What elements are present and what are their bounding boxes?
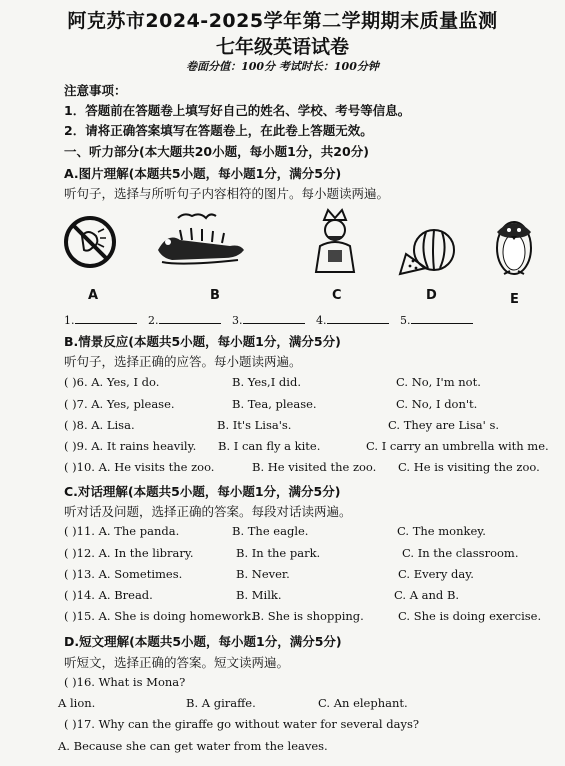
partA-answer-blanks <box>64 313 481 327</box>
picture-label-e: E <box>510 292 519 307</box>
section1-heading: 一、听力部分(本大题共20小题，每小题1分，共20分) <box>64 144 369 159</box>
partA-instruction: 听句子，选择与所听句子内容相符的图片。每小题读两遍。 <box>64 186 390 201</box>
question-16-option-b: B. A giraffe. <box>186 696 256 710</box>
note-item-1: 1．答题前在答题卷上填写好自己的姓名、学校、考号等信息。 <box>64 103 411 118</box>
partB-title: B.情景反应(本题共5小题，每小题1分，满分5分) <box>64 334 341 349</box>
answer-blank-2[interactable] <box>159 313 221 324</box>
partB-instruction: 听句子，选择正确的应答。每小题读两遍。 <box>64 354 302 369</box>
question-12-option-b: B. In the park. <box>236 546 321 560</box>
question-7 <box>64 397 534 413</box>
question-6-option-b: B. Yes,I did. <box>232 375 301 389</box>
question-11 <box>64 524 534 540</box>
question-7-option-a: ( )7. A. Yes, please. <box>64 397 175 411</box>
question-9-option-c: C. I carry an umbrella with me. <box>366 439 549 453</box>
question-11-option-b: B. The eagle. <box>232 524 309 538</box>
picture-label-d: D <box>426 288 437 303</box>
question-11-option-a: ( )11. A. The panda. <box>64 524 180 538</box>
question-15-option-c: C. She is doing exercise. <box>398 609 542 623</box>
question-6-option-a: ( )6. A. Yes, I do. <box>64 375 160 389</box>
question-14-option-a: ( )14. A. Bread. <box>64 588 153 602</box>
blank-label-2: 2. <box>148 314 159 327</box>
question-12-option-c: C. In the classroom. <box>402 546 519 560</box>
question-17-options <box>58 739 528 755</box>
answer-blank-1[interactable] <box>75 313 137 324</box>
answer-blank-3[interactable] <box>243 313 305 324</box>
question-10 <box>64 460 540 476</box>
question-17-option-a: A. Because she can get water from the leaves. <box>58 739 328 753</box>
question-10-option-a: ( )10. A. He visits the zoo. <box>64 460 215 474</box>
question-15 <box>64 609 542 625</box>
no-noise-sign-icon <box>62 214 118 270</box>
king-character-icon <box>310 206 360 278</box>
partA-pictures <box>60 206 540 306</box>
question-8-option-a: ( )8. A. Lisa. <box>64 418 135 432</box>
partA-title: A.图片理解(本题共5小题，每小题1分，满分5分) <box>64 166 342 181</box>
note-item-2: 2．请将正确答案填写在答题卷上，在此卷上答题无效。 <box>64 123 373 138</box>
answer-blank-4[interactable] <box>327 313 389 324</box>
picture-label-c: C <box>332 288 342 303</box>
blank-label-1: 1. <box>64 314 75 327</box>
partD-title: D.短文理解(本题共5小题，每小题1分，满分5分) <box>64 634 342 649</box>
question-7-option-c: C. No, I don't. <box>396 397 478 411</box>
question-17-text: ( )17. Why can the giraffe go without water for several days? <box>64 717 420 731</box>
question-9-option-b: B. I can fly a kite. <box>218 439 321 453</box>
question-13-option-b: B. Never. <box>236 567 290 581</box>
notes-heading: 注意事项： <box>64 83 127 98</box>
partC-instruction: 听对话及问题，选择正确的答案。每段对话读两遍。 <box>64 504 352 519</box>
question-16-stem <box>64 675 534 691</box>
question-6 <box>64 375 534 391</box>
exam-info: 卷面分值：100分 考试时长：100分钟 <box>186 60 379 73</box>
question-12 <box>64 546 534 562</box>
question-13-option-a: ( )13. A. Sometimes. <box>64 567 183 581</box>
question-15-option-a: ( )15. A. She is doing homework. <box>64 609 255 623</box>
question-14-option-b: B. Milk. <box>236 588 282 602</box>
partC-title: C.对话理解(本题共5小题，每小题1分，满分5分) <box>64 484 341 499</box>
question-14-option-c: C. A and B. <box>394 588 460 602</box>
watermelon-icon <box>398 224 460 280</box>
picture-label-a: A <box>88 288 99 303</box>
question-11-option-c: C. The monkey. <box>397 524 486 538</box>
blank-label-5: 5. <box>400 314 411 327</box>
question-9 <box>64 439 549 455</box>
question-16-option-c: C. An elephant. <box>318 696 408 710</box>
question-17-stem <box>64 717 534 733</box>
question-16-options <box>58 696 528 712</box>
question-7-option-b: B. Tea, please. <box>232 397 317 411</box>
question-12-option-a: ( )12. A. In the library. <box>64 546 194 560</box>
partD-instruction: 听短文，选择正确的答案。短文读两遍。 <box>64 655 290 670</box>
question-13-option-c: C. Every day. <box>398 567 474 581</box>
question-10-option-b: B. He visited the zoo. <box>252 460 377 474</box>
dragon-boat-icon <box>152 210 248 274</box>
answer-blank-5[interactable] <box>411 313 473 324</box>
blank-label-3: 3. <box>232 314 243 327</box>
exam-title-line1: 阿克苏市2024-2025学年第二学期期末质量监测 <box>67 10 498 32</box>
question-14 <box>64 588 534 604</box>
question-16-option-a: A lion. <box>58 696 96 710</box>
question-16-text: ( )16. What is Mona? <box>64 675 186 689</box>
question-8 <box>64 418 534 434</box>
exam-title-line2: 七年级英语试卷 <box>215 36 349 58</box>
question-15-option-b: B. She is shopping. <box>252 609 364 623</box>
question-8-option-c: C. They are Lisa' s. <box>388 418 499 432</box>
question-6-option-c: C. No, I'm not. <box>396 375 481 389</box>
question-10-option-c: C. He is visiting the zoo. <box>398 460 540 474</box>
penguin-icon <box>492 212 536 278</box>
question-13 <box>64 567 534 583</box>
question-8-option-b: B. It's Lisa's. <box>217 418 292 432</box>
picture-label-b: B <box>210 288 220 303</box>
blank-label-4: 4. <box>316 314 327 327</box>
question-9-option-a: ( )9. A. It rains heavily. <box>64 439 197 453</box>
